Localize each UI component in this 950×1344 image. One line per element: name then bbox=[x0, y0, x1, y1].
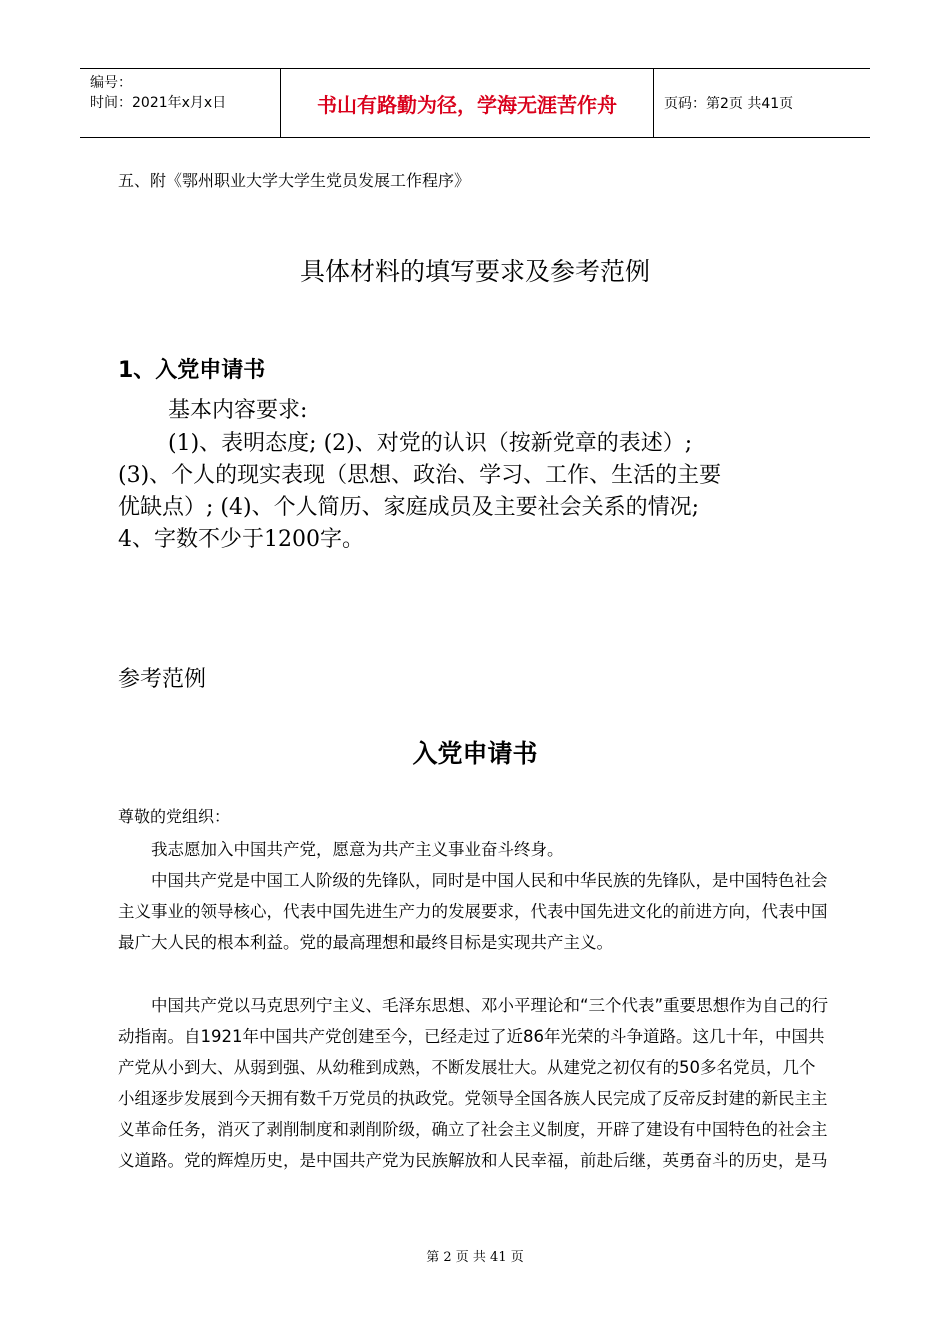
requirements-line-4: 4、字数不少于1200字。 bbox=[118, 527, 364, 552]
letter-paragraph-3: 中国共产党以马克思列宁主义、毛泽东思想、邓小平理论和“三个代表”重要思想作为自己的行动指南。自1921年中国共产党创建至今，已经走过了近86年光荣的斗争道路。这几十年，中国共产党从小到大、从弱到强、从幼稚到成熟，不断发展壮大。从建党之初仅有的50多名党员，几个小组逐步发展到今天拥有数千万党员的执政党。党领导全国各族人民完成了反帝反封建的新民主主义革命任务，消灭了剥削制度和剥削阶级，确立了社会主义制度，开辟了建设有中国特色的社会主义道路。党的辉煌历史，是中国共产党为民族解放和人民幸福，前赴后继，英勇奋斗的历史，是马 bbox=[118, 996, 829, 1170]
item-heading: 1、入党申请书 bbox=[118, 358, 266, 383]
reference-label: 参考范例 bbox=[118, 667, 207, 692]
letter-title: 入党申请书 bbox=[412, 739, 538, 768]
letter-salutation: 尊敬的党组织： bbox=[118, 807, 231, 826]
page-header bbox=[80, 68, 870, 138]
requirements-line-2: (3)、个人的现实表现（思想、政治、学习、工作、生活的主要 bbox=[118, 463, 722, 488]
page-footer: 第 2 页 共 41 页 bbox=[426, 1250, 524, 1265]
header-motto: 书山有路勤为径，学海无涯苦作舟 bbox=[281, 69, 654, 137]
letter-paragraph-1: 我志愿加入中国共产党，愿意为共产主义事业奋斗终身。 bbox=[151, 840, 564, 859]
appendix-line: 五、附《鄂州职业大学大学生党员发展工作程序》 bbox=[118, 171, 471, 190]
letter-paragraph-2: 中国共产党是中国工人阶级的先锋队，同时是中国人民和中华民族的先锋队，是中国特色社会主义事业的领导核心，代表中国先进生产力的发展要求，代表中国先进文化的前进方向，代表中国最广大人民的根本利益。党的最高理想和最终目标是实现共产主义。 bbox=[118, 871, 828, 952]
header-page-label: 页码：第2页 共41页 bbox=[664, 96, 794, 112]
requirements-intro: 基本内容要求: bbox=[168, 398, 308, 423]
section-title: 具体材料的填写要求及参考范例 bbox=[299, 257, 650, 286]
requirements-line-1: (1)、表明态度; (2)、对党的认识（按新党章的表述）; bbox=[168, 431, 693, 456]
header-number-label: 编号： bbox=[90, 75, 132, 91]
header-meta-cell bbox=[80, 69, 281, 137]
header-time-label: 时间：2021年x月x日 bbox=[90, 95, 227, 111]
requirements-line-3: 优缺点）; (4)、个人简历、家庭成员及主要社会关系的情况; bbox=[118, 495, 699, 520]
